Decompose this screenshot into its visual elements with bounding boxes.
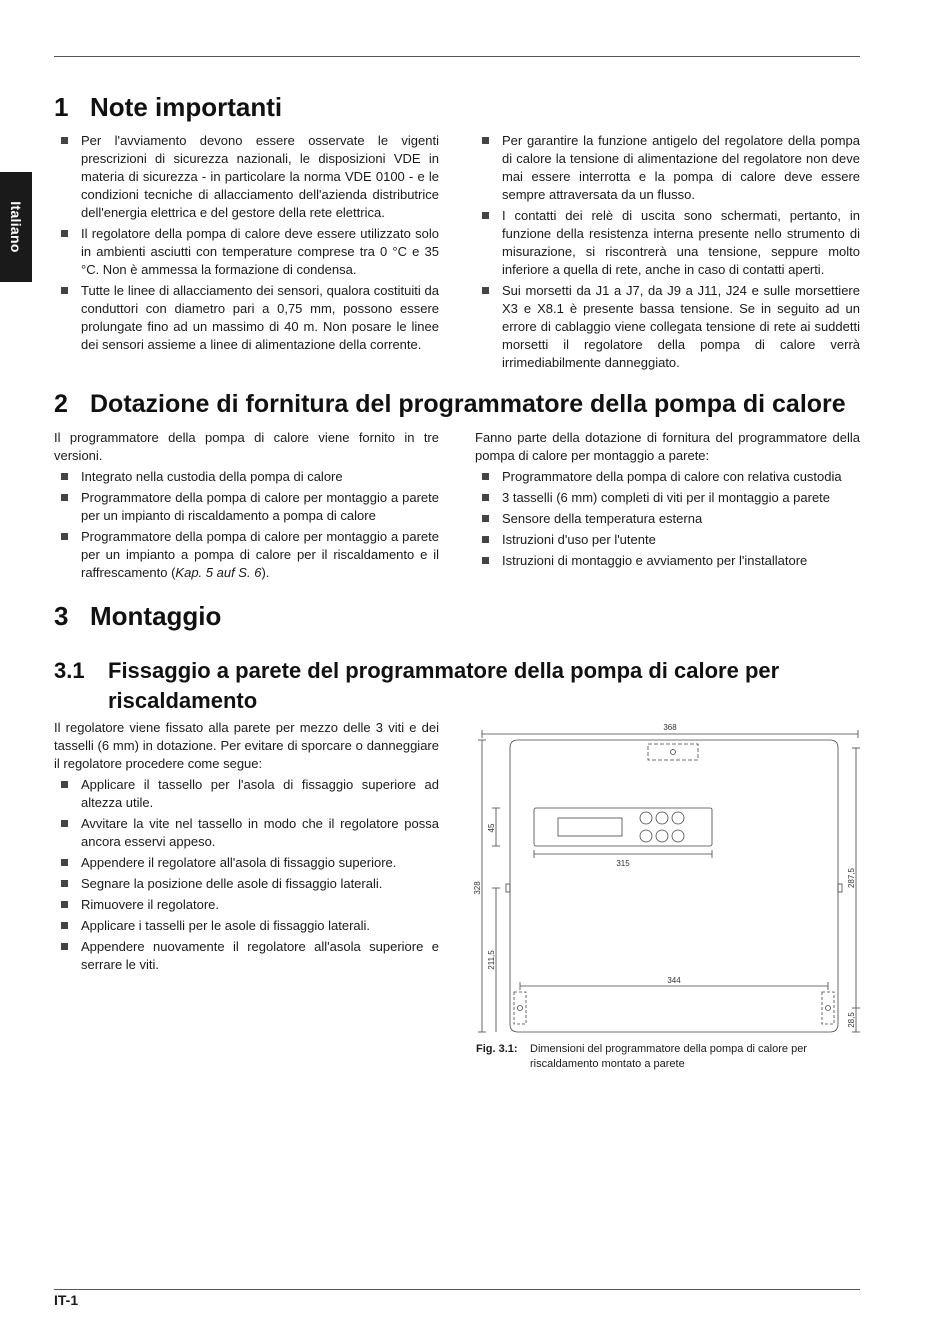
header-rule: [54, 56, 860, 57]
list-item: Il regolatore della pompa di calore deve essere utilizzato solo in ambienti asciutti con temperature comprese tra 0 °C e 35 °C. Non è ammessa la formazione di condensa.: [54, 225, 439, 279]
list-item: Avvitare la vite nel tassello in modo che il regolatore possa ancora esservi appeso.: [54, 815, 439, 851]
notes-list-left: [54, 132, 439, 354]
list-item: Rimuovere il regolatore.: [54, 896, 439, 914]
dim-lower: 211,5: [487, 950, 496, 970]
list-item: I contatti dei relè di uscita sono schermati, pertanto, in funzione della resistenza interna presente nello strumento di misurazione, si riscontrerà una tensione, seppure molto inferiore a quella di rete, anche in caso di contatti aperti.: [475, 207, 860, 279]
section-2-right-column: [475, 429, 860, 573]
list-item: Istruzioni di montaggio e avviamento per l'installatore: [475, 552, 860, 570]
list-item: Sui morsetti da J1 a J7, da J9 a J11, J24 e sulle morsettiere X3 e X8.1 è presente bassa tensione. Se in seguito ad un errore di cablaggio viene collegata tensione di rete ai suddetti morsetti il regolatore della pompa di calore verrà irrimediabilmente danneggiato.: [475, 282, 860, 372]
section-1-heading: 1 Note importanti: [54, 92, 283, 122]
list-item: Sensore della temperatura esterna: [475, 510, 860, 528]
dim-height: 328: [473, 881, 482, 895]
supply-intro: Il programmatore della pompa di calore viene fornito in tre versioni.: [54, 430, 439, 463]
list-item: Programmatore della pompa di calore per montaggio a parete per un impianto a pompa di calore per il riscaldamento e il raffrescamento (Kap. 5 auf S. 6).: [54, 528, 439, 582]
mounting-steps: [54, 776, 439, 974]
page-number: IT-1: [54, 1292, 79, 1308]
bottom-right-slot: [822, 992, 834, 1024]
section-1-right-column: [475, 132, 860, 375]
dim-bottom: 28,5: [847, 1012, 856, 1028]
list-item: Per l'avviamento devono essere osservate le vigenti prescrizioni di sicurezza nazionali, le disposizioni VDE in materia di sicurezza - in particolare la norma VDE 0100 - e le condizioni tecniche di allacciamento dell'azienda distributrice dell'energia elettrica e del gestore della rete elettrica.: [54, 132, 439, 222]
section-3-1-heading: 3.1 Fissaggio a parete del programmatore della pompa di calore per riscaldamento: [54, 658, 780, 713]
mounting-intro: Il regolatore viene fissato alla parete per mezzo delle 3 viti e dei tasselli (6 mm) in dotazione. Per evitare di sporcare o danneggiare il regolatore procedere come segue:: [54, 720, 439, 771]
list-item: Appendere il regolatore all'asola di fissaggio superiore.: [54, 854, 439, 872]
controller-dimension-drawing: [472, 718, 864, 1036]
display-panel: [534, 808, 712, 846]
language-tab: [0, 172, 32, 282]
list-item: Tutte le linee di allacciamento dei sensori, qualora costituiti da conduttori con diametro pari a 0,75 mm, possono essere prolungate fino ad un massimo di 40 m. Non posare le linee dei sensori assieme a linee di alimentazione della corrente.: [54, 282, 439, 354]
list-item: Integrato nella custodia della pompa di calore: [54, 468, 439, 486]
delivery-intro: Fanno parte della dotazione di fornitura del programmatore della pompa di calore per montaggio a parete:: [475, 430, 860, 463]
list-item: Segnare la posizione delle asole di fissaggio laterali.: [54, 875, 439, 893]
notes-list-right: [475, 132, 860, 372]
list-item: Applicare i tasselli per le asole di fissaggio laterali.: [54, 917, 439, 935]
section-1-left-column: [54, 132, 439, 357]
bottom-left-slot: [514, 992, 526, 1024]
section-2-left-column: [54, 429, 439, 585]
list-item: 3 tasselli (6 mm) completi di viti per il montaggio a parete: [475, 489, 860, 507]
list-item: Appendere nuovamente il regolatore all'asola superiore e serrare le viti.: [54, 938, 439, 974]
list-item: Istruzioni d'uso per l'utente: [475, 531, 860, 549]
footer-rule: [54, 1289, 860, 1290]
section-3-1-text: [54, 719, 439, 977]
dim-top: 45: [487, 823, 496, 833]
language-tab-label: Italiano: [8, 201, 24, 253]
top-mounting-slot: [648, 744, 698, 760]
dim-right: 287,5: [847, 867, 856, 889]
list-item: Programmatore della pompa di calore per montaggio a parete per un impianto di riscaldamento a pompa di calore: [54, 489, 439, 525]
versions-list: [54, 468, 439, 582]
dim-display-width: 315: [616, 859, 630, 868]
list-item: Applicare il tassello per l'asola di fissaggio superiore ad altezza utile.: [54, 776, 439, 812]
section-3-heading: 3 Montaggio: [54, 601, 222, 631]
chapter-reference: Kap. 5 auf S. 6: [175, 565, 262, 580]
housing-outline: [510, 740, 838, 1032]
figure-label: Fig. 3.1:: [476, 1043, 518, 1055]
list-item: Programmatore della pompa di calore con relativa custodia: [475, 468, 860, 486]
display-window: [558, 818, 622, 836]
delivery-list: [475, 468, 860, 570]
section-2-heading: 2 Dotazione di fornitura del programmatore della pompa di calore: [54, 390, 846, 418]
dim-holes: 344: [667, 976, 681, 985]
figure-caption-text: Dimensioni del programmatore della pompa di calore per riscaldamento montato a parete: [530, 1043, 807, 1070]
list-item: Per garantire la funzione antigelo del regolatore della pompa di calore la tensione di alimentazione del regolatore non deve mai essere interrotta e la pompa di calore deve essere sempre attraversata da un flusso.: [475, 132, 860, 204]
dim-width: 368: [663, 723, 677, 732]
